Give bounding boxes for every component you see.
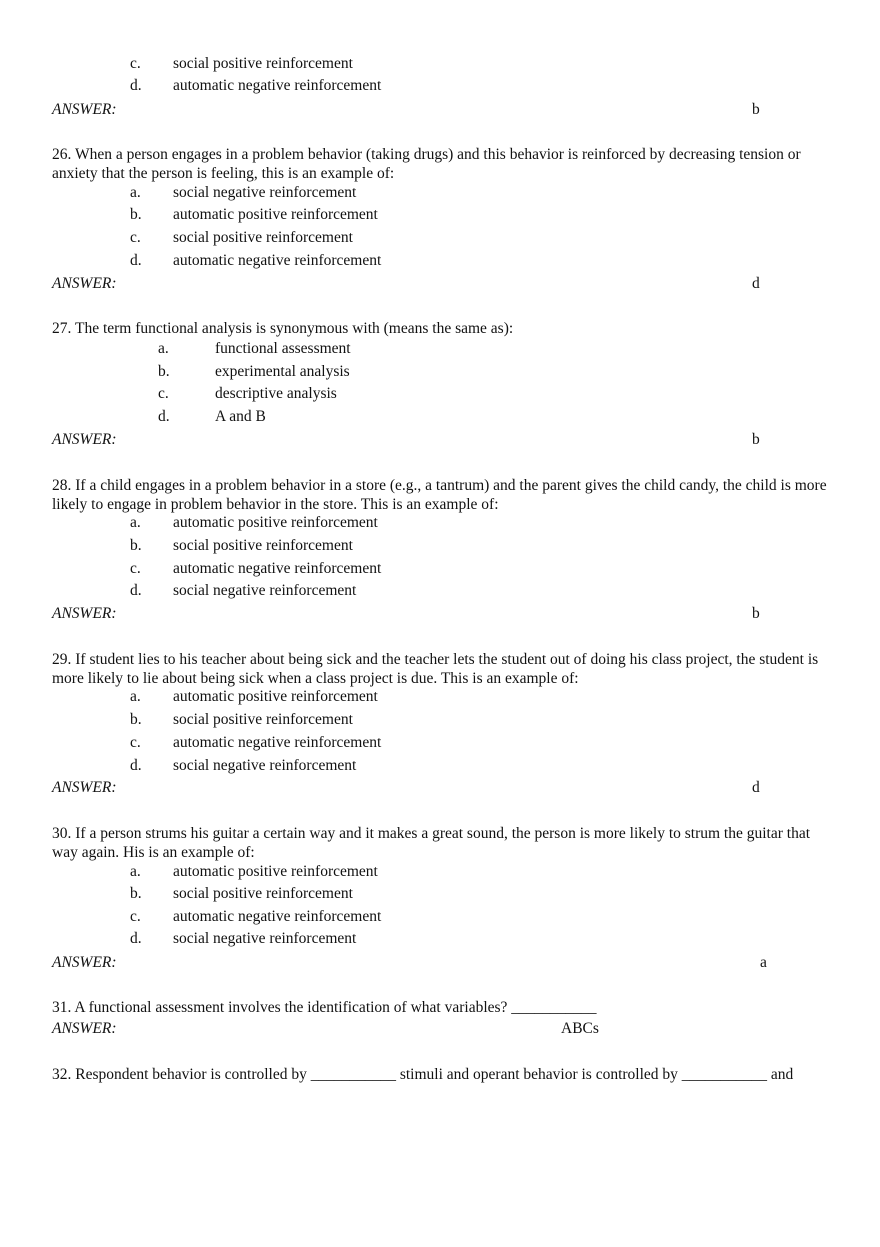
q27-option-c-letter: c. [158, 385, 169, 402]
q26-option-d-text: automatic negative reinforcement [173, 252, 382, 269]
q27-option-a-text: functional assessment [215, 340, 351, 357]
q28-option-c-letter: c. [130, 560, 141, 577]
q29-option-b-letter: b. [130, 711, 142, 728]
q29-option-a-letter: a. [130, 688, 141, 705]
q26-option-c-letter: c. [130, 229, 141, 246]
q26-option-b-text: automatic positive reinforcement [173, 206, 378, 223]
q31-answer-label: ANSWER: [52, 1020, 117, 1037]
q25-option-d-text: automatic negative reinforcement [173, 77, 382, 94]
q27-answer-label: ANSWER: [52, 431, 117, 448]
q28-stem: 28. If a child engages in a problem behavior in a store (e.g., a tantrum) and the parent gives the child candy, the child is more likely to engage in problem behavior in the store. This is an example of: [52, 477, 827, 513]
q27-option-b-letter: b. [158, 363, 170, 380]
q29-stem: 29. If student lies to his teacher about being sick and the teacher lets the student out of doing his class project, the student is more likely to lie about being sick when a class project is due. This is an example of: [52, 651, 819, 687]
q26-stem: 26. When a person engages in a problem behavior (taking drugs) and this behavior is reinforced by decreasing tension or anxiety that the person is feeling, this is an example of: [52, 146, 801, 182]
q27-option-b-text: experimental analysis [215, 363, 350, 380]
q29-option-d-text: social negative reinforcement [173, 757, 357, 774]
q28-option-b-text: social positive reinforcement [173, 537, 353, 554]
q28-option-b-letter: b. [130, 537, 142, 554]
q28-option-a-letter: a. [130, 514, 141, 531]
q29-option-a-text: automatic positive reinforcement [173, 688, 378, 705]
q29-option-d-letter: d. [130, 757, 142, 774]
q25-option-c-letter: c. [130, 55, 141, 72]
q26-answer-label: ANSWER: [52, 275, 117, 292]
q28-answer-label: ANSWER: [52, 605, 117, 622]
q30-option-c-text: automatic negative reinforcement [173, 908, 382, 925]
q31-stem: 31. A functional assessment involves the identification of what variables? ___________ [52, 999, 597, 1016]
q30-option-d-text: social negative reinforcement [173, 930, 357, 947]
q26-option-a-text: social negative reinforcement [173, 184, 357, 201]
q29-answer-value: d [752, 779, 760, 796]
q27-option-d-letter: d. [158, 408, 170, 425]
q28-option-a-text: automatic positive reinforcement [173, 514, 378, 531]
q30-answer-label: ANSWER: [52, 954, 117, 971]
q28-option-d-letter: d. [130, 582, 142, 599]
q29-option-c-letter: c. [130, 734, 141, 751]
q31-answer-value: ABCs [561, 1020, 599, 1037]
q25-option-c-text: social positive reinforcement [173, 55, 353, 72]
q25-answer-label: ANSWER: [52, 101, 117, 118]
q26-option-d-letter: d. [130, 252, 142, 269]
q27-option-a-letter: a. [158, 340, 169, 357]
q30-option-a-text: automatic positive reinforcement [173, 863, 378, 880]
q30-option-b-letter: b. [130, 885, 142, 902]
q29-option-b-text: social positive reinforcement [173, 711, 353, 728]
q26-option-c-text: social positive reinforcement [173, 229, 353, 246]
q28-option-d-text: social negative reinforcement [173, 582, 357, 599]
q30-answer-value: a [760, 954, 767, 971]
q26-option-a-letter: a. [130, 184, 141, 201]
q30-option-b-text: social positive reinforcement [173, 885, 353, 902]
q25-answer-value: b [752, 101, 760, 118]
q27-option-d-text: A and B [215, 408, 266, 425]
q32-stem: 32. Respondent behavior is controlled by ___________ stimuli and operant behavior is controlled by ___________ and [52, 1066, 794, 1083]
q27-answer-value: b [752, 431, 760, 448]
q30-option-d-letter: d. [130, 930, 142, 947]
q30-option-c-letter: c. [130, 908, 141, 925]
q29-option-c-text: automatic negative reinforcement [173, 734, 382, 751]
q28-option-c-text: automatic negative reinforcement [173, 560, 382, 577]
q26-option-b-letter: b. [130, 206, 142, 223]
q30-stem: 30. If a person strums his guitar a certain way and it makes a great sound, the person is more likely to strum the guitar that way again. His is an example of: [52, 825, 811, 861]
q27-option-c-text: descriptive analysis [215, 385, 337, 402]
q28-answer-value: b [752, 605, 760, 622]
q30-option-a-letter: a. [130, 863, 141, 880]
q27-stem: 27. The term functional analysis is synonymous with (means the same as): [52, 320, 514, 337]
q26-answer-value: d [752, 275, 760, 292]
q25-option-d-letter: d. [130, 77, 142, 94]
q29-answer-label: ANSWER: [52, 779, 117, 796]
